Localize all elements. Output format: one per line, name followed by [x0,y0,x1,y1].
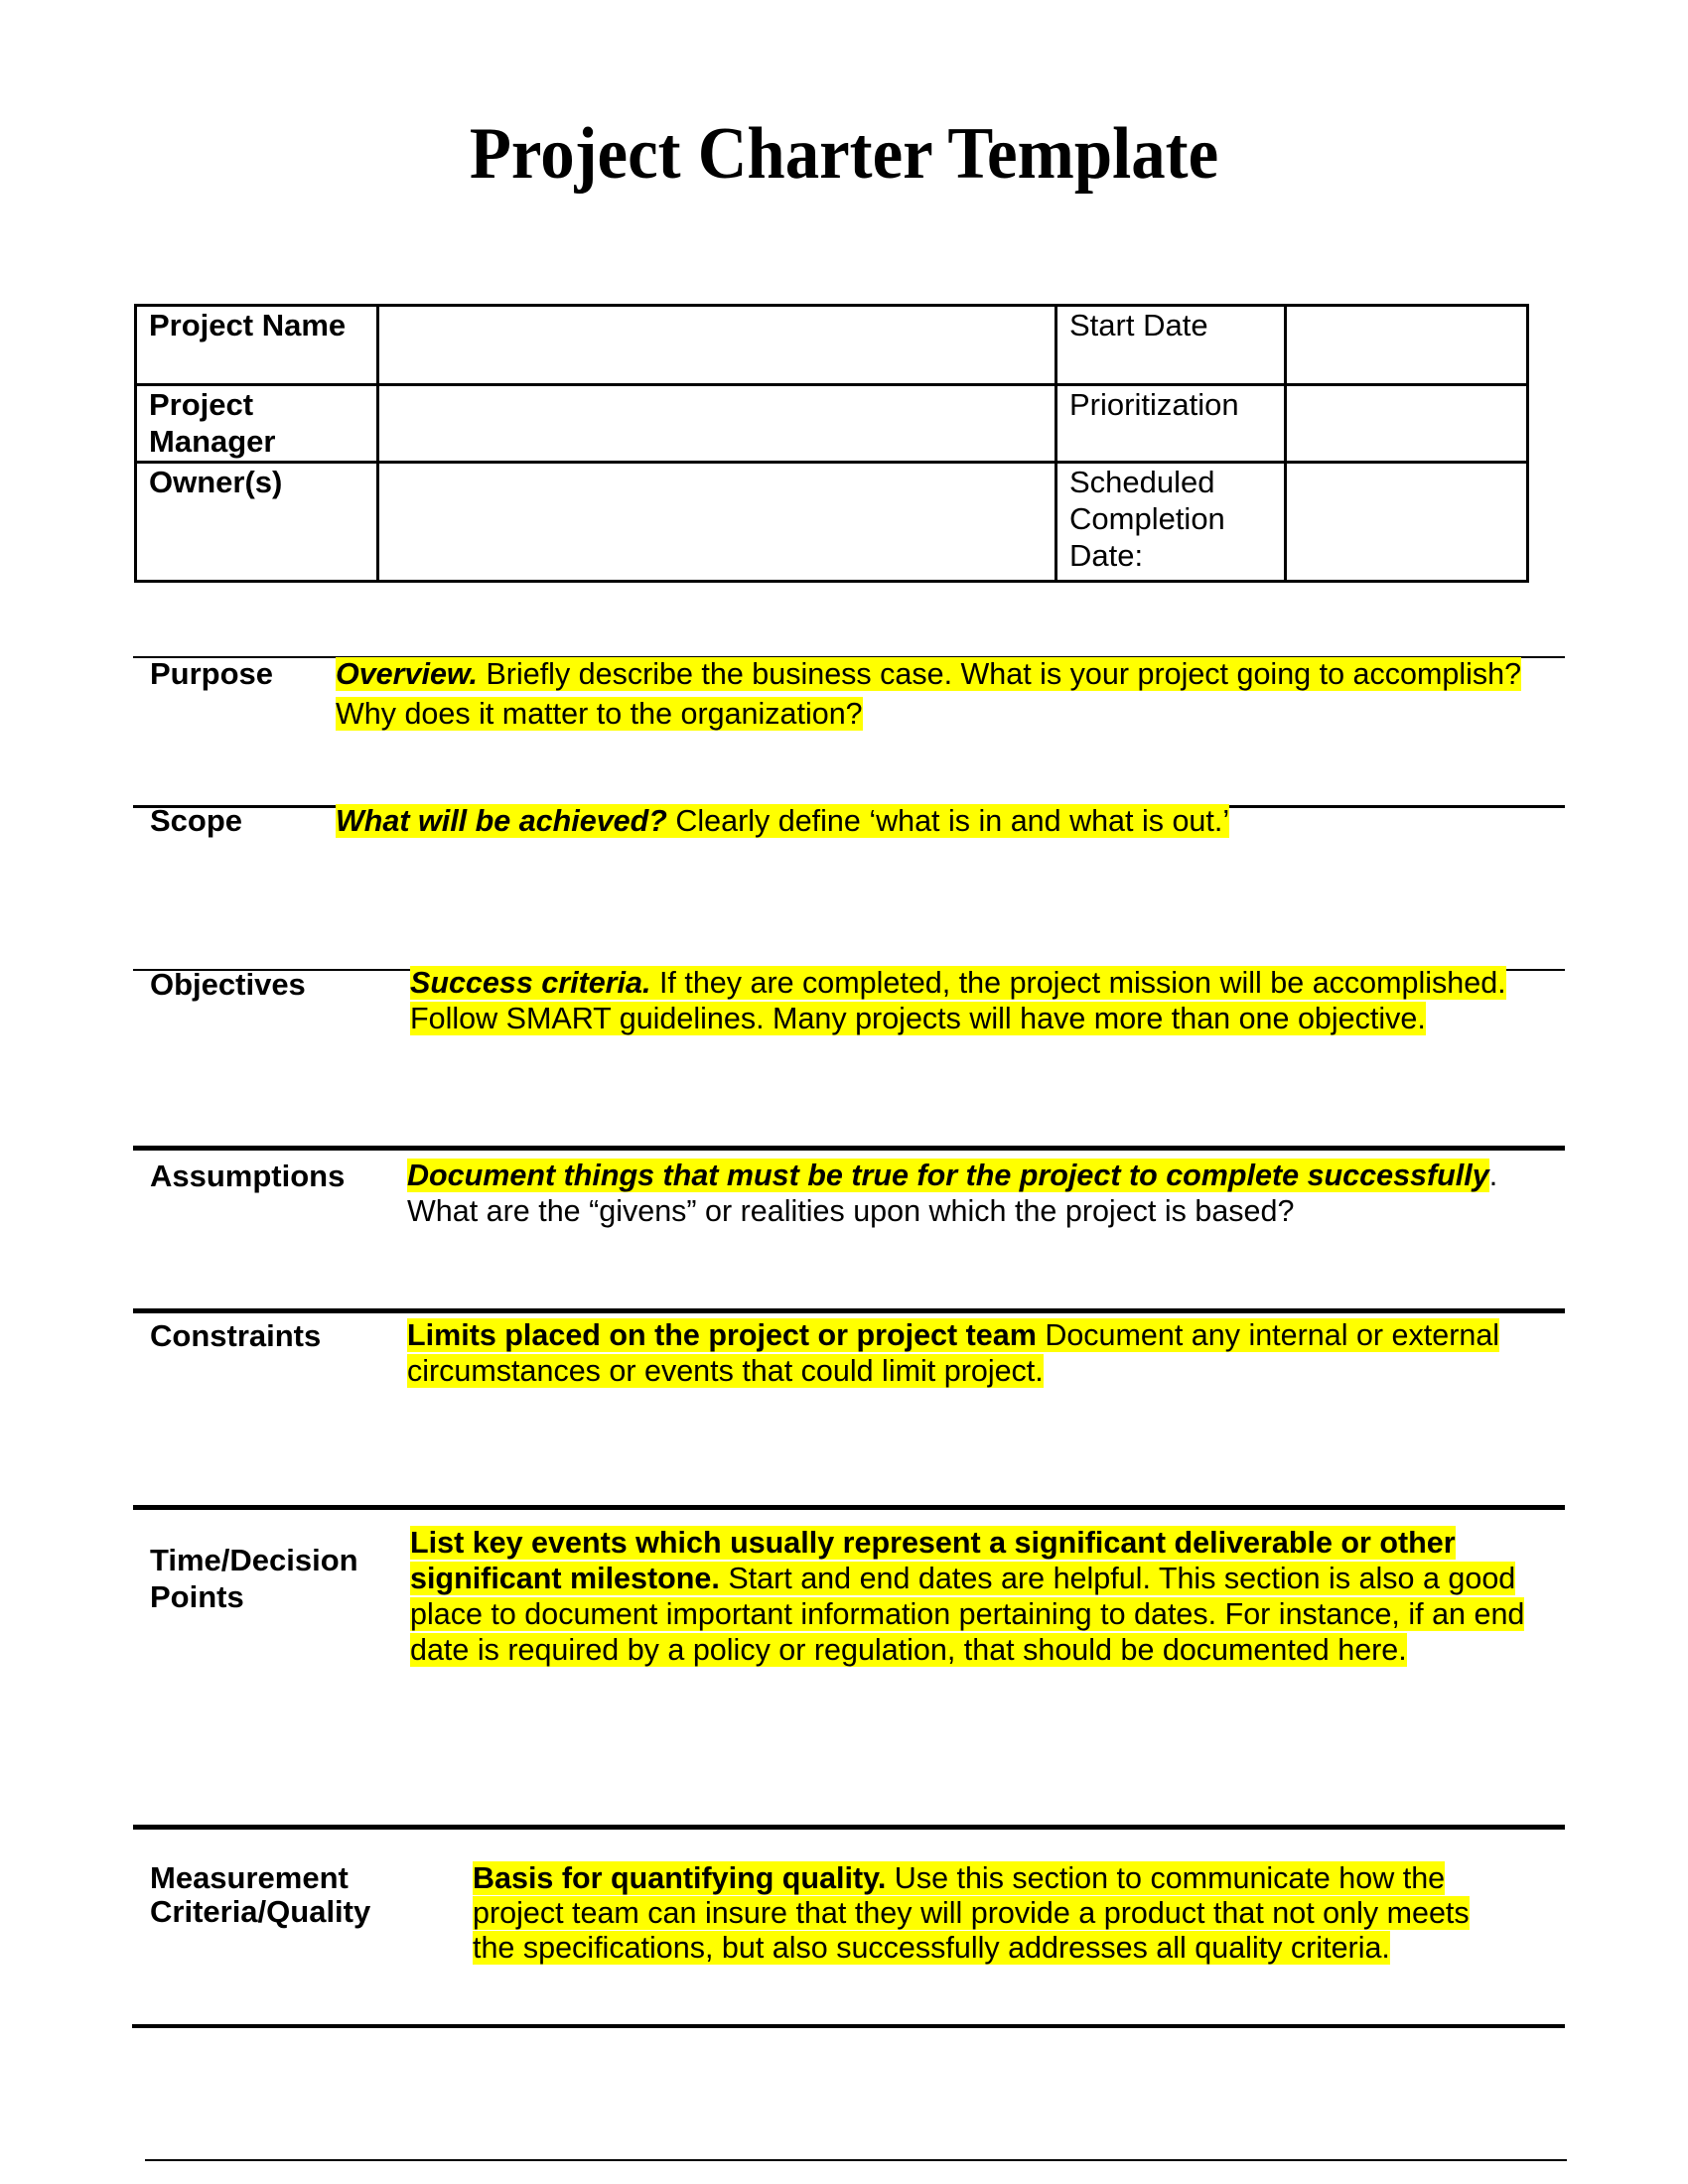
project-name-field[interactable] [378,306,1056,385]
project-manager-field[interactable] [378,385,1056,463]
prioritization-field[interactable] [1286,385,1528,463]
objectives-lead: Success criteria. [410,966,651,1000]
constraints-label: Constraints [150,1318,322,1353]
section-divider [133,1146,1565,1151]
owners-label: Owner(s) [136,463,378,582]
time-decision-points-lead: List key events which usually represent a significant deliverable or other significant milestone. [410,1526,1456,1595]
table-row [136,306,1528,385]
time-decision-points-body[interactable] [410,1525,1532,1668]
section-divider [132,2024,1565,2028]
assumptions-label: Assumptions [150,1159,346,1193]
purpose-label: Purpose [150,656,274,691]
project-info-table [134,304,1529,583]
prioritization-label: Prioritization [1056,385,1286,463]
assumptions-text: . What are the “givens” or realities upon which the project is based? [407,1159,1498,1228]
section-divider [133,1825,1565,1830]
time-decision-points-text: Start and end dates are helpful. This section is also a good place to document important information pertaining to dates. For instance, if an end date is required by a policy or regulation, that should be documented here. [410,1562,1525,1667]
time-decision-points-label: Time/Decision Points [150,1543,358,1614]
measurement-criteria-lead: Basis for quantifying quality. [473,1861,887,1895]
purpose-lead: Overview. [336,657,478,691]
measurement-criteria-text: Use this section to communicate how the project team can insure that they will provide a product that not only meets the specifications, but also successfully addresses all quality criteria. [473,1861,1470,1965]
constraints-body[interactable] [407,1317,1509,1389]
section-divider [133,1505,1565,1510]
project-name-label: Project Name [136,306,378,385]
table-row [136,385,1528,463]
purpose-body[interactable] [336,654,1567,734]
assumptions-body[interactable] [407,1158,1519,1229]
scope-text: Clearly define ‘what is in and what is out.’ [666,804,1230,838]
scope-label: Scope [150,803,243,838]
footer-rule [145,2159,1567,2161]
measurement-criteria-body[interactable] [473,1861,1505,1966]
page-title: Project Charter Template [469,113,1219,195]
measurement-criteria-label: Measurement Criteria/Quality [150,1860,371,1929]
section-divider [133,1308,1565,1313]
start-date-field[interactable] [1286,306,1528,385]
objectives-text: If they are completed, the project mission will be accomplished. Follow SMART guidelines. Many projects will have more than one objective. [410,966,1506,1035]
constraints-text: Document any internal or external circumstances or events that could limit project. [407,1318,1500,1388]
purpose-text: Briefly describe the business case. What is your project going to accomplish? Why does it matter to the organization? [336,657,1522,731]
assumptions-lead: Document things that must be true for the project to complete successfully [407,1159,1489,1192]
constraints-lead: Limits placed on the project or project team [407,1318,1037,1352]
scope-body[interactable] [336,801,1567,841]
project-manager-label: Project Manager [136,385,378,463]
owners-field[interactable] [378,463,1056,582]
scheduled-completion-date-label: Scheduled Completion Date: [1056,463,1286,582]
objectives-label: Objectives [150,967,306,1002]
start-date-label: Start Date [1056,306,1286,385]
table-row [136,463,1528,582]
scheduled-completion-date-field[interactable] [1286,463,1528,582]
scope-lead: What will be achieved? [336,804,667,838]
objectives-body[interactable] [410,965,1522,1036]
